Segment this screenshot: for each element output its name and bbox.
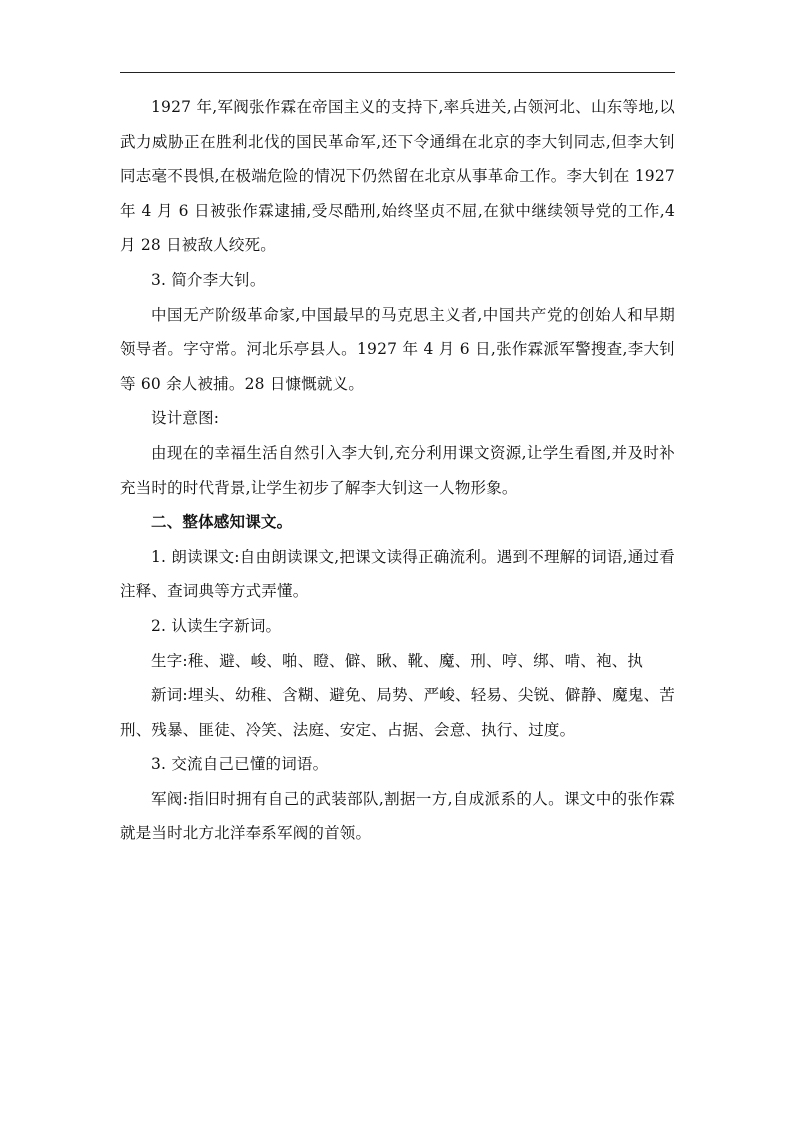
paragraph-background: 1927 年,军阀张作霖在帝国主义的支持下,率兵进关,占领河北、山东等地,以武力威胁正在胜利北伐的国民革命军,还下令通缉在北京的李大钊同志,但李大钊同志毫不畏惧,在极端危险的情况下仍然留在北京从事革命工作。李大钊在 1927 年 4 月 6 日被张作霖逮捕,受尽酷刑,始终坚贞不屈,在狱中继续领导党的工作,4 月 28 日被敌人绞死。 bbox=[120, 98, 675, 255]
heading-new-characters: 2. 认读生字新词。 bbox=[151, 616, 282, 635]
heading-share-words: 3. 交流自己已懂的词语。 bbox=[151, 755, 329, 774]
paragraph-warlord-definition: 军阀:指旧时拥有自己的武装部队,割据一方,自成派系的人。课文中的张作霖就是当时北方北洋奉系军阀的首领。 bbox=[120, 789, 675, 843]
section-heading-overall-perception: 二、整体感知课文。 bbox=[151, 513, 293, 532]
paragraph-read-aloud: 1. 朗读课文:自由朗读课文,把课文读得正确流利。遇到不理解的词语,通过看注释、查词典等方式弄懂。 bbox=[120, 547, 675, 601]
paragraph-design-intent: 由现在的幸福生活自然引入李大钊,充分利用课文资源,让学生看图,并及时补充当时的时代背景,让学生初步了解李大钊这一人物形象。 bbox=[120, 443, 675, 497]
heading-introduce-li-dazhao: 3. 简介李大钊。 bbox=[151, 270, 266, 289]
heading-design-intent: 设计意图: bbox=[151, 409, 220, 428]
paragraph-new-words: 新词:埋头、幼稚、含糊、避免、局势、严峻、轻易、尖锐、僻静、魔鬼、苦刑、残暴、匪徒、冷笑、法庭、安定、占据、会意、执行、过度。 bbox=[120, 686, 675, 739]
header-rule bbox=[120, 72, 675, 73]
document-body bbox=[120, 90, 675, 851]
paragraph-biography: 中国无产阶级革命家,中国最早的马克思主义者,中国共产党的创始人和早期领导者。字守常。河北乐亭县人。1927 年 4 月 6 日,张作霖派军警搜查,李大钊等 60 余人被捕。28 日慷慨就义。 bbox=[120, 305, 675, 393]
paragraph-new-characters: 生字:稚、避、峻、啪、瞪、僻、瞅、靴、魔、刑、哼、绑、啃、袍、执 bbox=[151, 651, 644, 670]
